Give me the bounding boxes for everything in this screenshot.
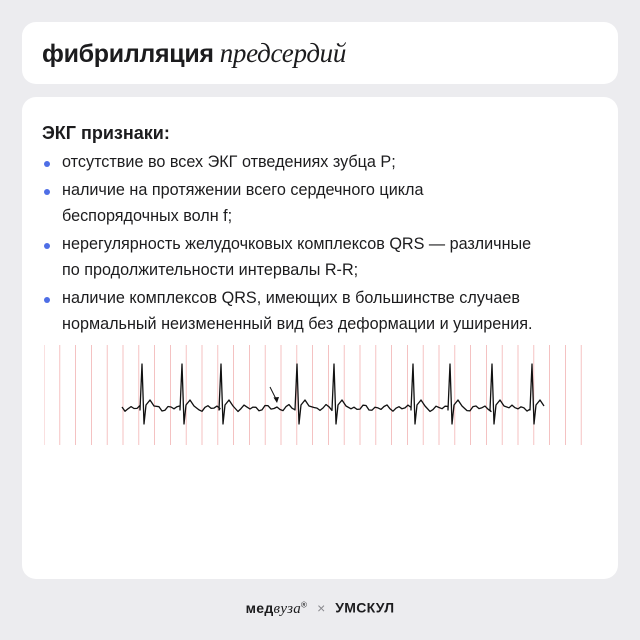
ecg-trace — [122, 364, 544, 424]
content-card — [22, 97, 618, 579]
title-card — [22, 22, 618, 84]
arrow-icon — [270, 387, 279, 403]
times-icon: × — [317, 599, 326, 616]
section-heading: ЭКГ признаки: — [42, 123, 170, 143]
list-item-line: наличие комплексов QRS, имеющих в большинстве случаев — [62, 289, 520, 307]
title-italic-part: предсердий — [219, 38, 347, 68]
list-item-line: беспорядочных волн f; — [62, 207, 233, 225]
list-item — [42, 285, 602, 337]
bullet-icon — [44, 189, 50, 195]
list-item-line: нерегулярность желудочковых комплексов QRS — различные — [62, 235, 532, 253]
footer-brands — [0, 594, 640, 616]
ecg-strip — [44, 345, 596, 445]
brand-umskul: УМСКУЛ — [335, 599, 395, 616]
ecg-grid — [44, 345, 581, 445]
bullet-icon — [44, 161, 50, 167]
title-bold-part: фибрилляция — [42, 40, 214, 68]
bullet-icon — [44, 243, 50, 249]
list-item-line: по продолжительности интервалы R-R; — [62, 261, 359, 279]
list-item — [42, 231, 602, 283]
list-item-line: наличие на протяжении всего сердечного цикла — [62, 181, 424, 199]
list-item-line: отсутствие во всех ЭКГ отведениях зубца P; — [62, 153, 396, 171]
list-item-line: нормальный неизмененный вид без деформации и уширения. — [62, 315, 533, 333]
page-title — [42, 38, 346, 69]
list-item — [42, 149, 602, 175]
bullet-icon — [44, 297, 50, 303]
signs-list — [42, 149, 602, 339]
list-item — [42, 177, 602, 229]
brand-medvuza: медвуза® — [245, 599, 308, 617]
